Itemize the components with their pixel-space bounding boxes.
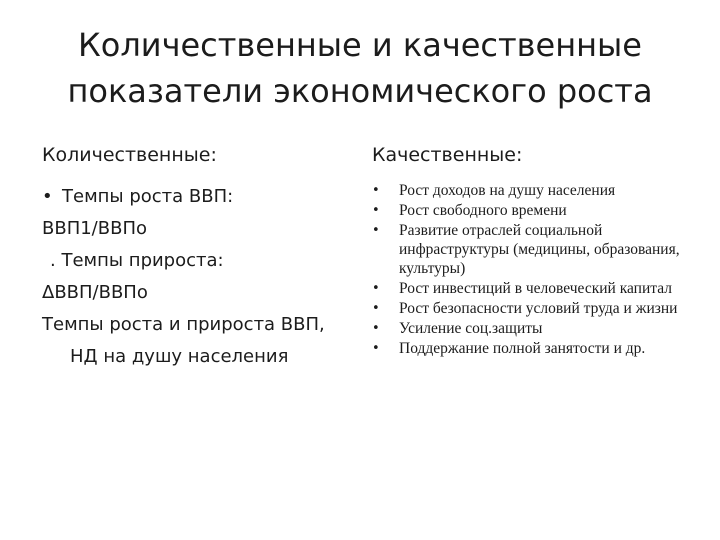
bullet-icon: • xyxy=(372,321,380,336)
slide-title-line-1: Количественные и качественные xyxy=(78,26,642,64)
list-item xyxy=(372,279,689,298)
bullet-icon: • xyxy=(372,183,380,198)
bullet-icon: • xyxy=(42,186,53,207)
list-item-text: Развитие отраслей социальной инфраструктуры (медицины, образования, культуры) xyxy=(399,222,680,277)
quantitative-line-5: Темпы роста и прироста ВВП, xyxy=(42,314,325,335)
bullet-icon: • xyxy=(372,281,380,296)
slide-title-line-2: показатели экономического роста xyxy=(67,72,653,110)
qualitative-column xyxy=(372,142,692,359)
quantitative-content xyxy=(42,181,362,373)
list-item-text: Рост инвестиций в человеческий капитал xyxy=(399,280,672,297)
quantitative-line-1-text: Темпы роста ВВП: xyxy=(62,186,234,207)
list-item xyxy=(372,201,689,220)
list-item-text: Рост безопасности условий труда и жизни xyxy=(399,300,678,317)
qualitative-heading: Качественные: xyxy=(372,144,523,166)
quantitative-line-2: ВВП1/ВВПо xyxy=(42,218,147,239)
list-item xyxy=(372,181,689,200)
bullet-icon: • xyxy=(372,301,380,316)
list-item-text: Рост свободного времени xyxy=(399,202,567,219)
list-item xyxy=(372,319,689,338)
quantitative-line-6: НД на душу населения xyxy=(70,346,289,367)
list-item xyxy=(372,339,689,358)
qualitative-list xyxy=(372,181,692,358)
list-item xyxy=(372,299,689,318)
list-item-text: Рост доходов на душу населения xyxy=(399,182,616,199)
bullet-icon: • xyxy=(372,203,380,218)
quantitative-line-4: ΔВВП/ВВПо xyxy=(42,282,148,303)
list-item-text: Поддержание полной занятости и др. xyxy=(399,340,646,357)
bullet-icon: • xyxy=(372,341,380,356)
list-item-text: Усиление соц.защиты xyxy=(399,320,543,337)
quantitative-column xyxy=(42,142,362,373)
quantitative-heading: Количественные: xyxy=(42,144,217,166)
quantitative-line-3: . Темпы прироста: xyxy=(50,250,224,271)
bullet-icon: • xyxy=(372,223,380,238)
quantitative-line-1 xyxy=(42,181,362,213)
slide-title xyxy=(30,22,690,114)
list-item xyxy=(372,221,689,278)
